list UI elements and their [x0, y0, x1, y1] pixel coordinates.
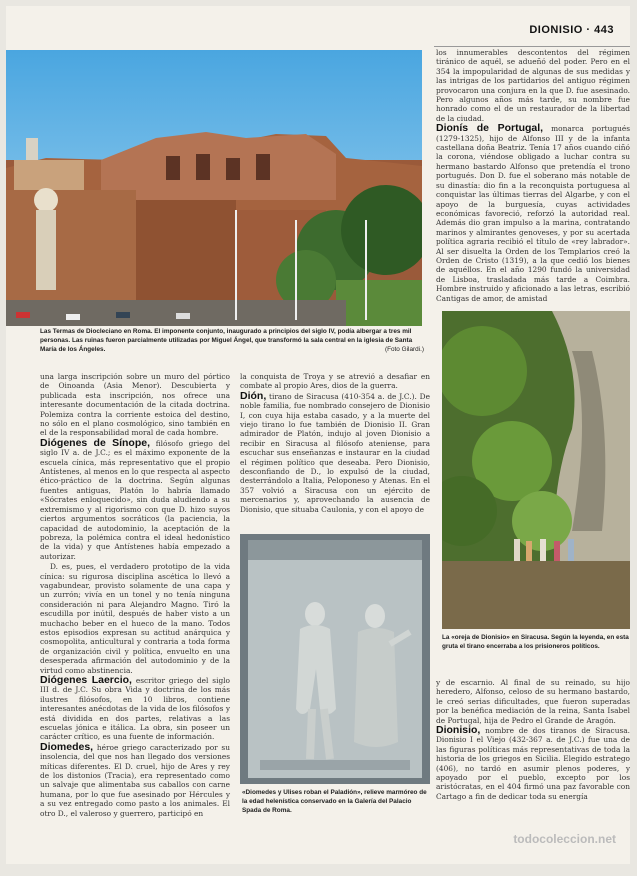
watermark: todocoleccion.net: [513, 832, 616, 846]
column-2: [240, 372, 430, 515]
entry-dionis-portugal: [436, 124, 630, 303]
column-1: [40, 372, 230, 819]
photo-oreja: [442, 311, 630, 629]
header-rule: [434, 46, 630, 47]
entry-head: Dionisio,: [436, 724, 481, 737]
entry-diomedes: [40, 740, 230, 818]
relief-illustration: [240, 534, 430, 784]
column-3: [436, 48, 630, 304]
col3-intro: los innumerables descontentos del régimen tiránico de aquél, se adueñó del poder. Pero en el 354 la impopularidad de algunas de sus medidas y las intrigas de los partidarios del antiguo régimen provocaron una conjura en la que D. fue asesinado. Pero algunos años más tarde, su nombre fue honrado como el de un restaurador de la libertad de la ciudad.: [436, 48, 630, 123]
entry-text: monarca portugués (1279-1325), hijo de Alfonso III y de la infanta castellana doña Beatriz. Tenía 17 años cuando ciñó la corona, viéndose obligado a luchar contra su hermano bastardo Alfonso que pretendía el trono portugués. Don D. fue el soberano más notable de su dinastía: dio fin a la reconquista portuguesa al conquistar las últimas tierras del Algarbe, y con el apoyo de la burguesía, cuyas actividades económicas favoreció, reforzó la autoridad real. Además dio gran impulso a la marina, contratando marinos y almirantes genoveses, y por su acertada política agraria recibió el título de «rey labrador». Al ser disuelta la Orden de los Templarios creó la Orden de Cristo (1319), a la que cedió los bienes de aquéllos. En el año 1290 fundó la universidad de Lisboa, trasladada más tarde a Coimbra. Hombre instruido y aficionado a las letras, escribió Cantigas de amor, de amistad: [436, 124, 630, 303]
termas-illustration: [6, 50, 422, 326]
col1-intro: una larga inscripción sobre un muro del pórtico de Oinoanda (Asia Menor). Descubierta y publicada esta inscripción, nos ofrece una interesante documentación de la citada doctrina. Polemiza contra la corriente estoica del destino, no sólo en el plano cosmológico, sino también en el de la responsabilidad moral de cada hombre.: [40, 372, 230, 438]
entry-diogenes-laercio: [40, 676, 230, 742]
entry-head: Dionís de Portugal,: [436, 122, 544, 135]
entry-text: héroe griego caracterizado por su insolencia, del que nos han llegado dos versiones míticas diferentes. El D. cruel, hijo de Ares y rey de los distonios (Tracia), era representado como un salvaje que alimentaba sus caballos con carne humana, por lo que fue asesinado por Hércules y a su vez entregado como pasto a los animales. El otro D., el valeroso y guerrero, participó en: [40, 742, 230, 818]
entry-dionis-portugal-cont: y de escarnio. Al final de su reinado, su hijo heredero, Alfonso, celoso de su hermano bastardo, le creó serias dificultades, que fueron superadas por la benéfica mediación de la reina, Santa Isabel de Portugal, hija de Pedro el Grande de Aragón.: [436, 678, 630, 725]
entry-text: nombre de dos tiranos de Siracusa. Dionisio I el Viejo (432-367 a. de J.C.) fue una de las figuras políticas más representativas de toda la historia de los griegos en Sicilia. Elegido estratego (406), no tardó en asumir plenos poderes, y apoyado por el pueblo, excepto por los aristócratas, en el 404 firmó una paz favorable con Cartago a fin de dedicar toda su energía: [436, 726, 631, 801]
entry-diogenes-sinope: [40, 436, 230, 561]
caption-termas-text: Las Termas de Diocleciano en Roma. El imponente conjunto, inaugurado a principios del siglo IV, podía albergar a tres mil personas. Las ruinas fueron parcialmente utilizadas por Miguel Ángel, que transformó la sala central en la iglesia de Santa María de los Ángeles.: [40, 328, 413, 353]
entry-text-continued: D. es, pues, el verdadero prototipo de la vida cínica: su rigurosa disciplina ascética lo llevó a vagabundear, provisto solamente de una capa y un zurrón; vivía en un tonel y no tenía ninguna consideración ni para Alejandro Magno. Tiró la escudilla por inútil, después de haber visto a un muchacho beber en el hueco de la mano. Todos estos episodios expresan su actitud anárquica y cosmopolita, anticultural y contraria a toda forma de organización civil y política, envuelto en una desesperada afirmación del autodominio y de la virtud como abstinencia.: [40, 562, 230, 675]
cave-illustration: [442, 311, 630, 629]
photo-termas: [6, 50, 422, 326]
entry-head: Diógenes Laercio,: [40, 674, 132, 686]
entry-head: Dión,: [240, 389, 267, 402]
page-header: DIONISIO · 443: [529, 24, 614, 36]
caption-termas: [40, 327, 424, 354]
entry-text: tirano de Siracusa (410-354 a. de J.C.). De noble familia, fue nombrado consejero de Dionisio I, con cuya hija estaba casado, y a la muerte del viejo tirano lo fue también de Dionisio II. Gran admirador de Platón, indujo al joven Dionisio a recibir en Siracusa al filósofo ateniense, para escuchar sus enseñanzas e instaurar en la ciudad el régimen político que deseaba. Pero Dionisio, desconfiando de D., lo expulsó de la ciudad, desterrándolo a Italia, Peloponeso y Atenas. En el 357 volvió a Siracusa con un ejército de mercenarios y, aprovechando la ausencia de Dionisio, que situaba Caulonia, y con el apoyo de: [240, 391, 430, 514]
entry-head: Diomedes,: [40, 740, 94, 753]
entry-text: escritor griego del siglo III d. de J.C. Su obra Vida y doctrina de los más ilustres filósofos, en 10 libros, contiene interesantes anécdotas de la vida de los filósofos y está dividida en dos partes, relativas a las escuelas jónica e itálica. La obra, sin poseer un carácter crítico, es una fuente de información.: [40, 676, 230, 742]
column-3-bottom: [436, 678, 630, 802]
photo-relieve: [240, 534, 430, 784]
page: [6, 6, 630, 864]
entry-dionisio: [436, 726, 630, 801]
entry-head: Diógenes de Sínope,: [40, 436, 150, 449]
col2-intro: la conquista de Troya y se atrevió a desafiar en combate al propio Ares, dios de la guerra.: [240, 372, 430, 391]
caption-oreja: La «oreja de Dionisio» en Siracusa. Según la leyenda, en esta gruta el tirano encerraba a los prisioneros políticos.: [442, 634, 629, 650]
caption-termas-credit: (Foto Gilardi.): [384, 346, 424, 353]
caption-relieve: «Diomedes y Ulises roban el Paladión», relieve marmóreo de la edad helenística conservado en la Galería del Palacio Spada de Roma.: [242, 789, 427, 814]
entry-dion: [240, 389, 430, 514]
entry-text: filósofo griego del siglo IV a. de J.C.; es el máximo exponente de la escuela cínica, más representativo que el propio Antístenes, al menos en lo que respecta al aspecto ético-práctico de la doctrina. Según algunas fuentes antiguas, Platón lo habría llamado «Sócrates enloquecido», sin duda aludiendo a su extremismo y al rigorismo con que D. hizo suyos ciertos argumentos socráticos (la paciencia, la capacidad de autodominio, la aceptación de la pobreza, la polémica contra el ideal hedonístico de la vida) y que Antístenes había empezado a autorizar.: [40, 438, 230, 561]
